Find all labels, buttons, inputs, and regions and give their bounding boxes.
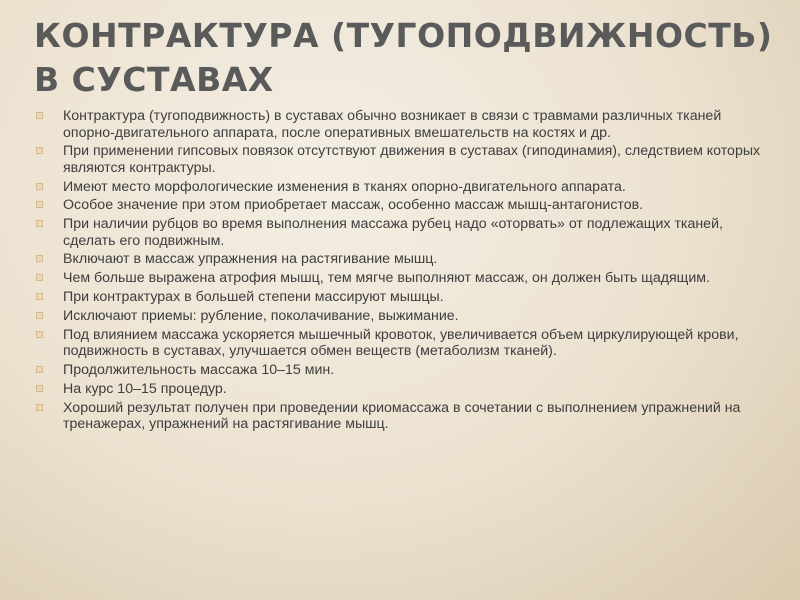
square-bullet-icon [36, 404, 43, 411]
list-item-text: Под влиянием массажа ускоряется мышечный кровоток, увеличивается объем циркулирующей крови, подвижность в суставах, улучшается обмен веществ (метаболизм тканей). [63, 326, 739, 360]
list-item [36, 197, 776, 214]
list-item-text: Имеют место морфологические изменения в тканях опорно-двигательного аппарата. [63, 178, 626, 195]
list-item-text: При контрактурах в большей степени массируют мышцы. [63, 289, 444, 306]
list-item-text: Особое значение при этом приобретает массаж, особенно массаж мышц-антагонистов. [63, 197, 644, 214]
list-item [36, 362, 776, 379]
list-item-text: При применении гипсовых повязок отсутствуют движения в суставах (гиподинамия), следствием которых являются контрактуры. [63, 143, 761, 176]
square-bullet-icon [36, 312, 43, 319]
square-bullet-icon [36, 274, 43, 281]
list-item [36, 270, 776, 287]
list-item [36, 179, 776, 196]
square-bullet-icon [36, 255, 43, 262]
list-item-text: Продолжительность массажа 10–15 мин. [63, 361, 335, 378]
list-item-text: На курс 10–15 процедур. [63, 380, 227, 397]
list-item [36, 381, 776, 398]
list-item [36, 327, 776, 360]
list-item [36, 251, 776, 268]
square-bullet-icon [36, 112, 43, 119]
square-bullet-icon [36, 147, 43, 154]
list-item-text: Чем больше выражена атрофия мышц, тем мягче выполняют массаж, он должен быть щадящим. [63, 270, 710, 287]
list-item [36, 216, 776, 249]
bullet-list [36, 108, 776, 435]
list-item [36, 400, 776, 433]
square-bullet-icon [36, 220, 43, 227]
square-bullet-icon [36, 293, 43, 300]
list-item [36, 308, 776, 325]
list-item-text: Хороший результат получен при проведении криомассажа в сочетании с выполнением упражнений на тренажерах, упражнений на растягивание мышц. [63, 399, 741, 433]
list-item [36, 108, 776, 141]
list-item [36, 289, 776, 306]
list-item-text: Включают в массаж упражнения на растягивание мышц. [63, 251, 438, 268]
list-item-text: При наличии рубцов во время выполнения массажа рубец надо «оторвать» от подлежащих тканей, сделать его подвижным. [63, 216, 723, 249]
list-item [36, 143, 776, 176]
list-item-text: Исключают приемы: рубление, поколачивание, выжимание. [63, 307, 459, 324]
slide-title: КОНТРАКТУРА (ТУГОПОДВИЖНОСТЬ) В СУСТАВАХ [34, 16, 773, 99]
square-bullet-icon [36, 385, 43, 392]
square-bullet-icon [36, 183, 43, 190]
list-item-text: Контрактура (тугоподвижность) в суставах обычно возникает в связи с травмами различных тканей опорно-двигательного аппарата, после оперативных вмешательств на костях и др. [63, 108, 722, 141]
square-bullet-icon [36, 201, 43, 208]
square-bullet-icon [36, 331, 43, 338]
square-bullet-icon [36, 366, 43, 373]
